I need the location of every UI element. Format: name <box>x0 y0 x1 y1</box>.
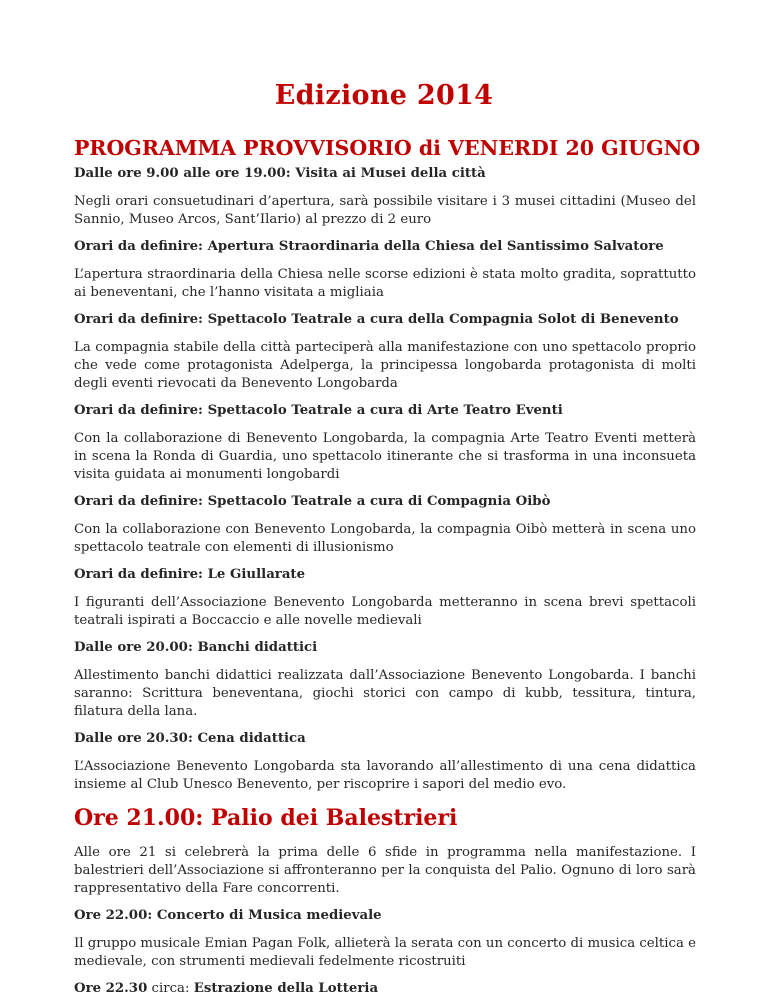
event-heading: Dalle ore 9.00 alle ore 19.00: Visita ai Musei della città <box>74 166 486 181</box>
event-heading: Orari da definire: Le Giullarate <box>74 567 306 582</box>
program-content <box>74 165 696 1008</box>
program-subtitle: PROGRAMMA PROVVISORIO di VENERDI 20 GIUGNO <box>74 136 701 160</box>
event-heading: Dalle ore 20.00: Banchi didattici <box>74 640 318 655</box>
concert-description: Il gruppo musicale Emian Pagan Folk, allieterà la serata con un concerto di musica celtica e medievale, con strumenti medievali fedelmente ricostruiti <box>74 936 696 969</box>
event-heading: Orari da definire: Apertura Straordinaria della Chiesa del Santissimo Salvatore <box>74 239 664 254</box>
palio-heading: Ore 21.00: Palio dei Balestrieri <box>74 805 458 831</box>
lottery-circa: circa: <box>147 981 194 996</box>
event-heading: Orari da definire: Spettacolo Teatrale a cura di Arte Teatro Eventi <box>74 403 563 418</box>
lottery-time: Ore 22.30 <box>74 981 148 996</box>
event-description: L’apertura straordinaria della Chiesa nelle scorse edizioni è stata molto gradita, soprattutto ai beneventani, che l’hanno visitata a migliaia <box>74 267 696 300</box>
concert-heading: Ore 22.00: Concerto di Musica medievale <box>74 908 382 923</box>
event-description: La compagnia stabile della città parteciperà alla manifestazione con uno spettacolo proprio che vede come protagonista Adelperga, la principessa longobarda protagonista di molti degli eventi rievocati da Benevento Longobarda <box>74 340 696 391</box>
lottery-label: Estrazione della Lotteria <box>193 981 379 996</box>
event-description: Negli orari consuetudinari d’apertura, sarà possibile visitare i 3 musei cittadini (Museo del Sannio, Museo Arcos, Sant’Ilario) al prezzo di 2 euro <box>74 194 696 227</box>
palio-description: Alle ore 21 si celebrerà la prima delle 6 sfide in programma nella manifestazione. I balestrieri dell’Associazione si affronteranno per la conquista del Palio. Ognuno di loro sarà rappresentativo della Fare concorrenti. <box>74 845 696 896</box>
lottery-heading <box>74 980 696 998</box>
event-description: Allestimento banchi didattici realizzata dall’Associazione Benevento Longobarda. I banchi saranno: Scrittura beneventana, giochi storici con campo di kubb, tessitura, tintura, filatura della lana. <box>74 668 696 719</box>
page-title: Edizione 2014 <box>274 80 494 111</box>
event-heading: Orari da definire: Spettacolo Teatrale a cura della Compagnia Solot di Benevento <box>74 312 679 327</box>
event-description: L’Associazione Benevento Longobarda sta lavorando all’allestimento di una cena didattica insieme al Club Unesco Benevento, per riscoprire i sapori del medio evo. <box>74 759 696 792</box>
event-heading: Dalle ore 20.30: Cena didattica <box>74 731 306 746</box>
event-description: I figuranti dell’Associazione Benevento Longobarda metteranno in scena brevi spettacoli teatrali ispirati a Boccaccio e alle novelle medievali <box>74 595 696 628</box>
event-description: Con la collaborazione di Benevento Longobarda, la compagnia Arte Teatro Eventi metterà in scena la Ronda di Guardia, uno spettacolo itinerante che si trasforma in una inconsueta visita guidata ai monumenti longobardi <box>74 431 696 482</box>
event-description: Con la collaborazione con Benevento Longobarda, la compagnia Oibò metterà in scena uno spettacolo teatrale con elementi di illusionismo <box>74 522 696 555</box>
event-heading: Orari da definire: Spettacolo Teatrale a cura di Compagnia Oibò <box>74 494 551 509</box>
